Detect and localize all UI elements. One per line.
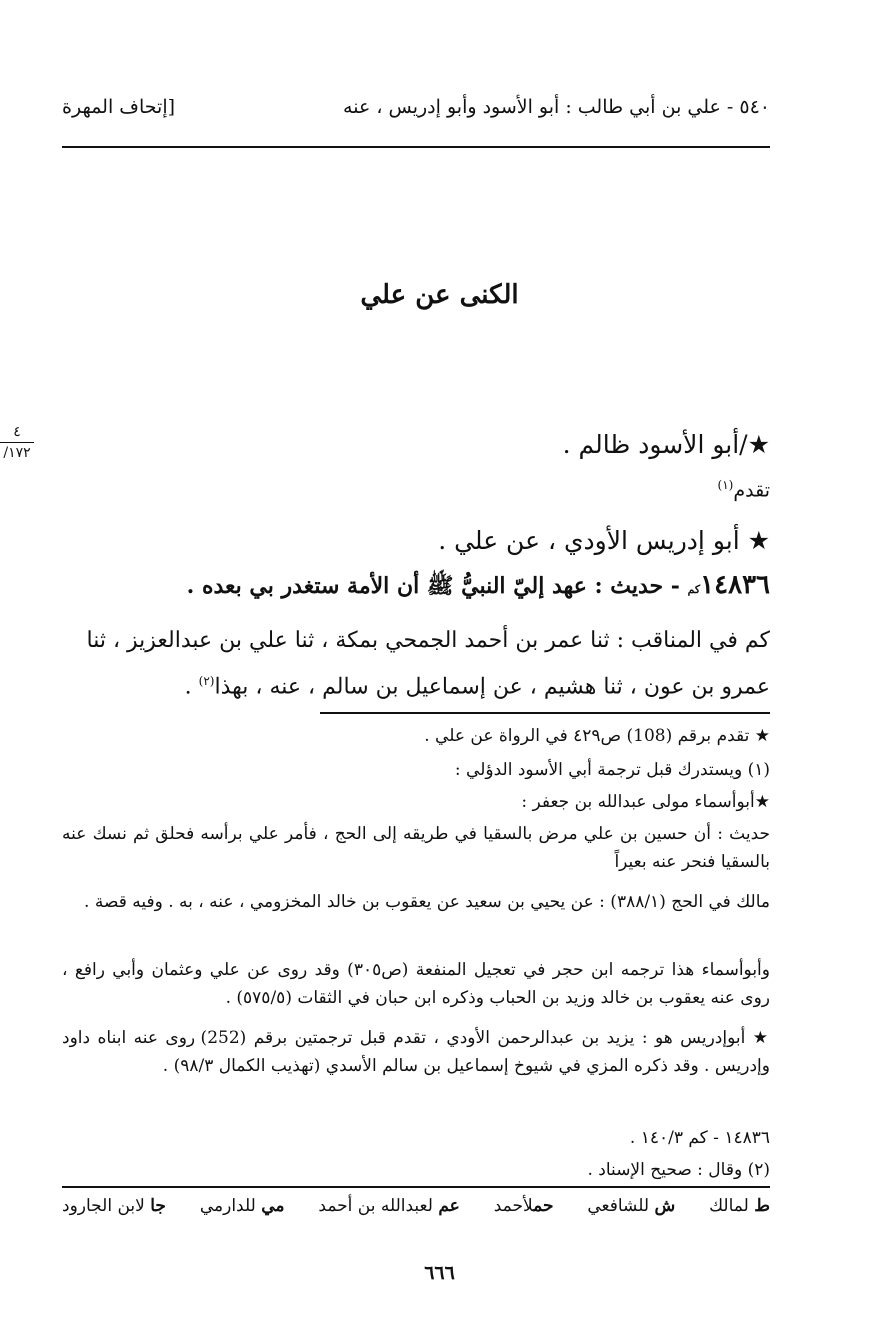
footnote-2: (١) ويستدرك قبل ترجمة أبي الأسود الدؤلي :	[454, 760, 770, 780]
footnote-5: مالك في الحج (٣٨٨/١) : عن يحيي بن سعيد عن يعقوب بن خالد المخزومي ، عنه ، به . وفيه قصة .	[84, 892, 770, 912]
entry-abu-aswad-text: ★/أبو الأسود ظالم .	[562, 430, 770, 459]
legend-rule	[62, 1186, 770, 1188]
hadith-source-text-1: كم في المناقب : ثنا عمر بن أحمد الجمحي بمكة ، ثنا علي بن عبدالعزيز ، ثنا	[86, 628, 770, 653]
book-name: [إتحاف المهرة	[62, 96, 176, 118]
entry-abu-idris-text: ★ أبو إدريس الأودي ، عن علي .	[438, 526, 770, 555]
footnote-3: ★أبوأسماء مولى عبدالله بن جعفر :	[521, 792, 770, 812]
hadith-number: ١٤٨٣٦	[700, 570, 770, 600]
legend-item: عم لعبدالله بن أحمد	[318, 1196, 460, 1216]
footnote-ref-2: (٢)	[198, 674, 215, 688]
hadith-source-end: .	[184, 674, 199, 700]
footnote-6: وأبوأسماء هذا ترجمه ابن حجر في تعجيل المنفعة (ص٣٠٥) وقد روى عن علي وعثمان وأبي رافع ، روى عنه يعقوب بن خالد وزيد بن الحباب وذكره ابن حبان في الثقات (٥٧٥/٥) .	[62, 960, 770, 1008]
footnote-9: (٢) وقال : صحيح الإسناد .	[587, 1160, 770, 1180]
entry-abu-idris	[62, 526, 770, 555]
hadith-heading	[62, 570, 770, 604]
page-number: ٦٦٦	[424, 1262, 455, 1284]
footnote-ref-1: (١)	[717, 478, 734, 492]
footnote-8: ١٤٨٣٦ - كم ١٤٠/٣ .	[629, 1128, 770, 1148]
margin-note	[0, 424, 34, 461]
hadith-source-line-2	[62, 674, 770, 699]
header-rule	[62, 146, 770, 148]
section-title: الكنى عن علي	[360, 280, 519, 310]
margin-note-volume: ٤	[0, 424, 34, 443]
legend-item: مي للدارمي	[199, 1196, 285, 1216]
note-text: تقدم	[733, 479, 770, 502]
hadith-number-source: كم	[687, 583, 701, 596]
margin-note-page: /١٧٢	[3, 445, 31, 461]
footnote-4: حديث : أن حسين بن علي مرض بالسقيا في طريقه إلى الحج ، فأمر علي برأسه فحلق ثم نسك عنه بالسقيا فنحر عنه بعيراً	[62, 824, 770, 872]
running-header	[62, 96, 770, 130]
hadith-source-line-1	[62, 628, 770, 653]
legend-item: جا لابن الجارود	[62, 1196, 166, 1216]
legend-item: حملأحمد	[493, 1196, 554, 1216]
running-title: ٥٤٠ - علي بن أبي طالب : أبو الأسود وأبو إدريس ، عنه	[343, 96, 770, 118]
footnote-rule	[320, 712, 770, 714]
footnote-7: ★ أبوإدريس هو : يزيد بن عبدالرحمن الأودي ، تقدم قبل ترجمتين برقم (252) روى عنه ابناه داود وإدريس . وقد ذكره المزي في شيوخ إسماعيل بن سالم الأسدي (تهذيب الكمال ٩٨/٣) .	[62, 1028, 771, 1076]
abbreviation-legend	[62, 1196, 770, 1216]
legend-item: ط لمالك	[709, 1196, 770, 1216]
entry-abu-aswad-note	[62, 478, 770, 501]
hadith-source-text-2: عمرو بن عون ، ثنا هشيم ، عن إسماعيل بن سالم ، عنه ، بهذا	[214, 674, 770, 700]
footnote-1: ★ تقدم برقم (108) ص٤٢٩ في الرواة عن علي .	[424, 726, 770, 746]
hadith-text: - حديث : عهد إليّ النبيُّ ﷺ أن الأمة ستغدر بي بعده .	[186, 573, 680, 599]
legend-item: ش للشافعي	[587, 1196, 676, 1216]
entry-abu-aswad	[62, 430, 770, 459]
